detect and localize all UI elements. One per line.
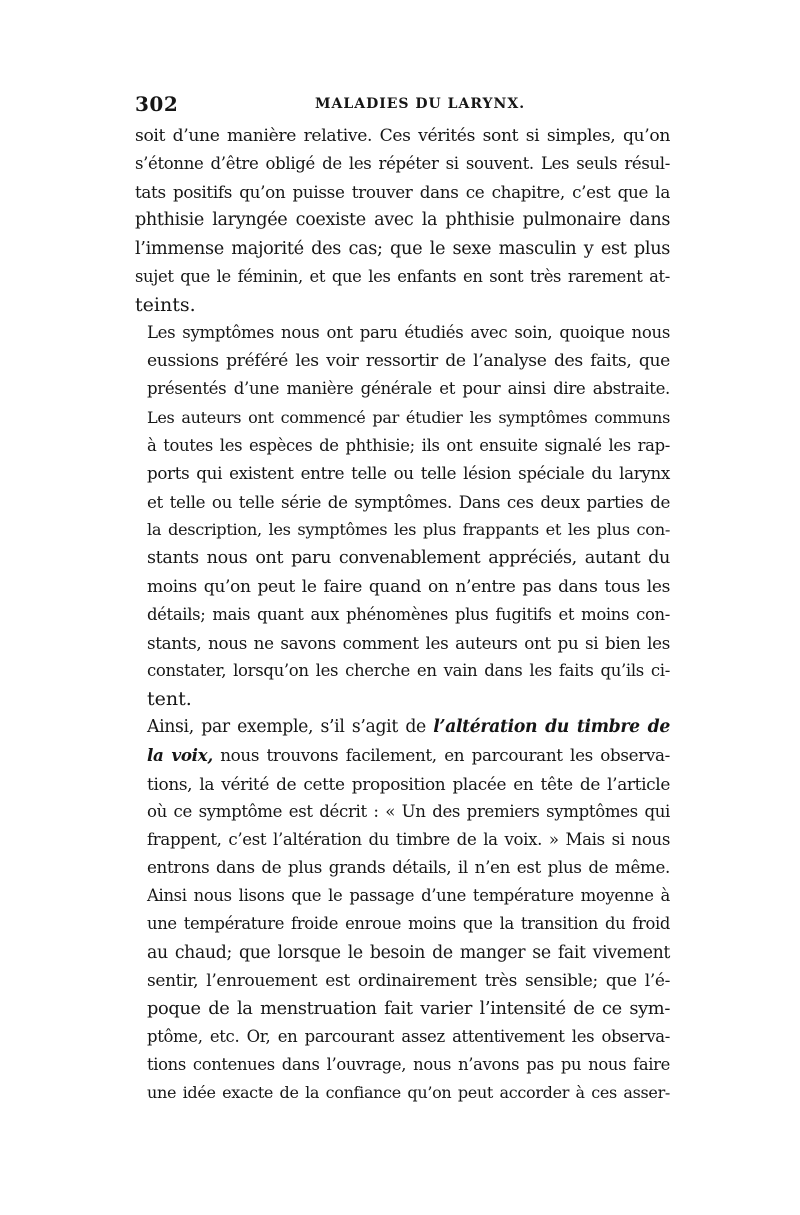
text-run: Ainsi, par exemple, s’il s’agit de — [147, 717, 434, 738]
body-text — [135, 122, 670, 1107]
text-line: tats positifs qu’on puisse trouver dans ce chapitre, c’est que la — [135, 182, 670, 203]
paragraph-1 — [135, 122, 670, 319]
text-line — [135, 713, 670, 741]
text-line: phthisie laryngée coexiste avec la phthisie pulmonaire dans — [135, 210, 670, 231]
text-line: stants nous ont paru convenablement appréciés, autant du — [147, 548, 670, 569]
text-line: présentés d’une manière générale et pour ainsi dire abstraite. — [147, 379, 670, 399]
text-line: constater, lorsqu’on les cherche en vain dans les faits qu’ils ci- — [147, 660, 670, 680]
text-line: où ce symptôme est décrit : « Un des premiers symptômes qui — [147, 801, 670, 821]
text-line: soit d’une manière relative. Ces vérités sont si simples, qu’on — [135, 126, 670, 146]
book-page — [135, 92, 670, 1107]
text-line: Les symptômes nous ont paru étudiés avec soin, quoique nous — [147, 323, 670, 343]
text-line: sentir, l’enrouement est ordinairement très sensible; que l’é- — [147, 970, 670, 991]
paragraph-3 — [135, 713, 670, 1107]
text-line: à toutes les espèces de phthisie; ils ont ensuite signalé les rap- — [147, 435, 670, 455]
text-line: stants, nous ne savons comment les auteurs ont pu si bien les — [147, 632, 670, 653]
text-line: s’étonne d’être obligé de les répéter si souvent. Les seuls résul- — [135, 154, 670, 174]
text-line: tions contenues dans l’ouvrage, nous n’avons pas pu nous faire — [147, 1055, 670, 1075]
italic-term: la voix, — [147, 745, 213, 766]
text-line: entrons dans de plus grands détails, il n’en est plus de même. — [147, 858, 670, 878]
text-line: tent. — [147, 688, 192, 711]
text-line: et telle ou telle série de symptômes. Dans ces deux parties de — [147, 492, 670, 513]
text-line — [135, 741, 670, 769]
text-line: ptôme, etc. Or, en parcourant assez attentivement les observa- — [147, 1027, 670, 1046]
text-line: la description, les symptômes les plus frappants et les plus con- — [147, 520, 670, 540]
text-run: nous trouvons facilement, en parcourant les observa- — [212, 745, 670, 766]
text-line: moins qu’on peut le faire quand on n’entre pas dans tous les — [147, 576, 670, 597]
text-line: ports qui existent entre telle ou telle lésion spéciale du larynx — [147, 463, 670, 483]
text-line: détails; mais quant aux phénomènes plus fugitifs et moins con- — [147, 604, 670, 624]
paragraph-2 — [135, 319, 670, 713]
running-title: MALADIES DU LARYNX. — [315, 96, 526, 112]
text-line: teints. — [135, 293, 196, 316]
text-line: Les auteurs ont commencé par étudier les symptômes communs — [147, 407, 670, 427]
text-line: au chaud; que lorsque le besoin de manger se fait vivement — [147, 942, 670, 963]
page-number: 302 — [135, 92, 179, 116]
text-line: l’immense majorité des cas; que le sexe masculin y est plus — [135, 238, 670, 259]
text-line: Ainsi nous lisons que le passage d’une température moyenne à — [147, 886, 670, 906]
text-line: poque de la menstruation fait varier l’intensité de ce sym- — [147, 997, 670, 1019]
text-line: frappent, c’est l’altération du timbre de la voix. » Mais si nous — [147, 829, 670, 849]
text-line: tions, la vérité de cette proposition placée en tête de l’article — [147, 773, 670, 794]
text-line: une idée exacte de la confiance qu’on peut accorder à ces asser- — [147, 1083, 670, 1103]
italic-term: l’altération du timbre de — [433, 717, 670, 738]
text-line: une température froide enroue moins que la transition du froid — [147, 914, 670, 934]
text-line: sujet que le féminin, et que les enfants en sont très rarement at- — [135, 266, 670, 286]
text-line: eussions préféré les voir ressortir de l’analyse des faits, que — [147, 351, 670, 372]
running-head — [135, 92, 670, 118]
